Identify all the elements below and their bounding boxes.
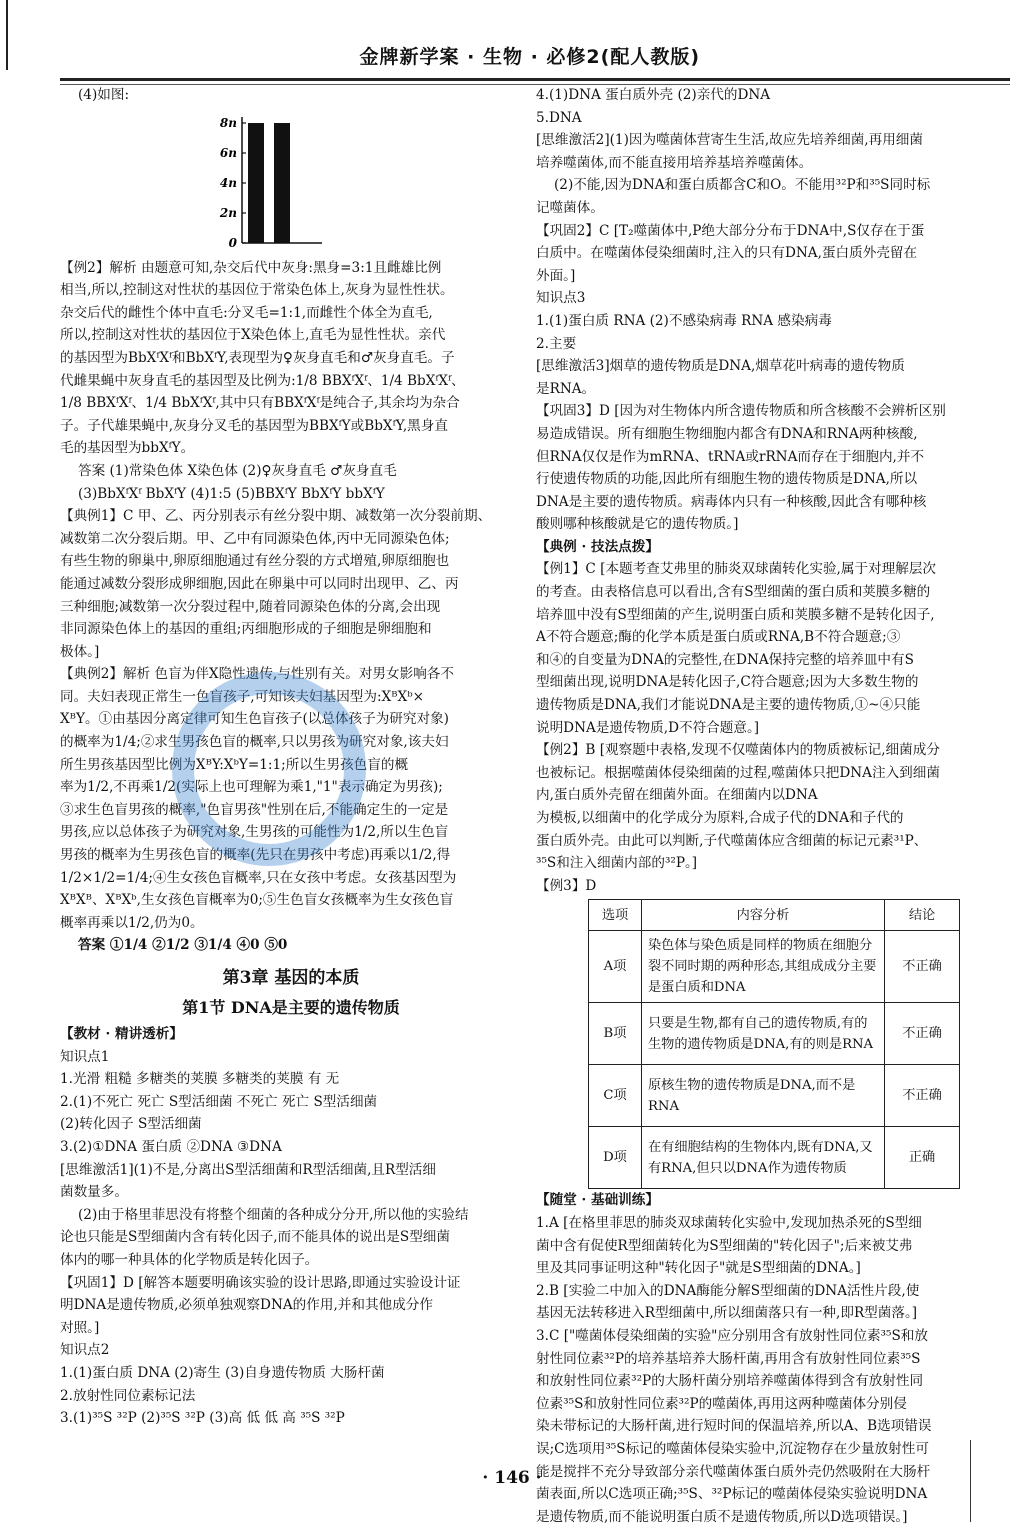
text-line: 1.A [在格里菲思的肺炎双球菌转化实验中,发现加热杀死的S型细 (536, 1214, 922, 1231)
table-header-row (589, 900, 960, 931)
text-line: 记噬菌体。 (536, 199, 604, 216)
table-cell-option: A项 (589, 931, 642, 1003)
table-cell-analysis: 只要是生物,都有自己的遗传物质,有的生物的遗传物质是DNA,有的则是RNA (642, 1003, 885, 1065)
y-tick-label: 2n (219, 205, 237, 220)
text-line: 型细菌出现,说明DNA是转化因子,C符合题意;因为大多数生物的 (536, 674, 919, 691)
text-line: 明DNA是遗传物质,必须单独观察DNA的作用,并和其他成分作 (60, 1297, 433, 1314)
text-line: 的考查。由表格信息可以看出,含有S型细菌的蛋白质和荚膜多糖的 (536, 584, 931, 601)
text-line: 3.(1)³⁵S ³²P (2)³⁵S ³²P (3)高 低 低 高 ³⁵S ³²P (60, 1410, 345, 1427)
section-title: 第1节 DNA是主要的遗传物质 (182, 998, 400, 1017)
text-line: 毛的基因型为bbXᶠY。 (60, 440, 195, 457)
text-line: 1/8 BBXᶠXᶠ、1/4 BbXᶠXᶠ,其中只有BBXᶠXᶠ是纯合子,其余均为杂合 (60, 395, 460, 412)
text-line: 【例2】解析 由题意可知,杂交后代中灰身:黑身=3:1且雌雄比例 (60, 259, 442, 276)
bar (248, 123, 264, 243)
text-line: 2.(1)不死亡 死亡 S型活细菌 不死亡 死亡 S型活细菌 (60, 1093, 378, 1110)
text-line: 菌数量多。 (60, 1184, 128, 1201)
table-cell-analysis: 在有细胞结构的生物体内,既有DNA,又有RNA,但只以DNA作为遗传物质 (642, 1127, 885, 1189)
text-line: 遗传物质是DNA,我们才能说DNA是主要的遗传物质,①~④只能 (536, 697, 921, 714)
text-line: DNA是主要的遗传物质。病毒体内只有一种核酸,因此含有哪种核 (536, 493, 927, 510)
text-line: 【例2】B [观察题中表格,发现不仅噬菌体内的物质被标记,细菌成分 (536, 742, 940, 759)
crop-mark (6, 0, 8, 70)
chapter-title: 第3章 基因的本质 (222, 968, 360, 988)
text-line: 和放射性同位素³²P的大肠杆菌分别培养噬菌体得到含有放射性同 (536, 1373, 924, 1390)
table-row (589, 1065, 960, 1127)
text-line: 内,蛋白质外壳留在细菌外面。在细菌内以DNA (536, 787, 818, 804)
practice-heading: 【随堂 · 基础训练】 (536, 1192, 659, 1209)
text-line: 答案 (1)常染色体 X染色体 (2)♀灰身直毛 ♂灰身直毛 (78, 462, 397, 479)
thinking-activation-2 (536, 129, 1006, 219)
text-line: 【例1】C [本题考查艾弗里的肺炎双球菌转化实验,属于对理解层次 (536, 561, 937, 578)
text-line: 极体。] (60, 643, 100, 660)
text-line: 所以,控制这对性状的基因位于X染色体上,直毛为显性性状。亲代 (60, 327, 446, 344)
text-line: ③求生色盲男孩的概率,"色盲男孩"性别在后,不能确定生的一定是 (60, 801, 449, 818)
thinking-activation-1 (60, 1159, 522, 1272)
text-line: 染未带标记的大肠杆菌,进行短时间的保温培养,所以A、B选项错误 (536, 1418, 932, 1435)
text-line: 三种细胞;减数第一次分裂过程中,随着同源染色体的分离,会出现 (60, 598, 441, 615)
example-3: 【例3】D (536, 877, 597, 894)
text-line: 对照。] (60, 1319, 100, 1336)
text-line: 减数第二次分裂后期。甲、乙中有同源染色体,丙中无同源染色体; (60, 530, 450, 547)
text-line: 为模板,以细菌中的化学成分为原料,合成子代的DNA和子代的 (536, 810, 904, 826)
left-column (60, 84, 522, 1430)
y-tick-label: 6n (219, 145, 237, 160)
text-line: 所生男孩基因型比例为XᴮY:XᵇY=1:1;所以生男孩色盲的概 (60, 756, 409, 773)
text-line: (2)不能,因为DNA和蛋白质都含C和O。不能用³²P和³⁵S同时标 (554, 177, 931, 194)
text-line: 3.C ["噬菌体侵染细菌的实验"应分别用含有放射性同位素³⁵S和放 (536, 1327, 928, 1344)
text-line: 是RNA。 (536, 380, 596, 397)
text-line: 男孩的概率为生男孩色盲的概率(先只在男孩中考虑)再乘以1/2,得 (60, 847, 451, 864)
text-line: 【巩固2】C [T₂噬菌体中,P绝大部分分布于DNA中,S仅存在于蛋 (536, 222, 925, 239)
consolidation-2 (536, 220, 1006, 288)
thinking-activation-3 (536, 355, 1006, 400)
table-cell-option: C项 (589, 1065, 642, 1127)
table-row (589, 1003, 960, 1065)
text-line: 子。子代雄果蝇中,灰身分叉毛的基因型为BBXᶠY或BbXᶠY,黑身直 (60, 417, 448, 434)
text-line: 代雌果蝇中灰身直毛的基因型及比例为:1/8 BBXᶠXᶠ、1/4 BbXᶠXᶠ、 (60, 372, 465, 389)
text-line: [思维激活3]烟草的遗传物质是DNA,烟草花叶病毒的遗传物质 (536, 358, 905, 375)
text-line: 能是搅拌不充分导致部分亲代噬菌体蛋白质外壳仍然吸附在大肠杆 (536, 1463, 931, 1480)
text-line: 2.主要 (536, 335, 577, 352)
y-tick-label: 0 (228, 235, 237, 250)
text-line: 3.(2)①DNA 蛋白质 ②DNA ③DNA (60, 1138, 282, 1155)
text-line: 杂交后代的雌性个体中直毛:分叉毛=1:1,而雌性个体全为直毛, (60, 304, 433, 321)
text-line: 知识点2 (60, 1342, 110, 1359)
knowledge-point-3 (536, 287, 1006, 355)
consolidation-1 (60, 1272, 522, 1340)
text-line: 2.放射性同位素标记法 (60, 1387, 196, 1404)
table-row (589, 931, 960, 1003)
text-line: 是遗传物质,而不能说明蛋白质不是遗传物质,所以D选项错误。] (536, 1508, 908, 1525)
knowledge-point-2 (60, 1339, 522, 1429)
text-line: [思维激活2](1)因为噬菌体营寄生生活,故应先培养细菌,再用细菌 (536, 132, 923, 149)
text-line: 和④的自变量为DNA的完整性,在DNA保持完整的培养皿中有S (536, 651, 914, 668)
page-number: · 146 · (482, 1468, 542, 1488)
consolidation-3 (536, 400, 1006, 536)
text-line: 1.(1)蛋白质 RNA (2)不感染病毒 RNA 感染病毒 (536, 312, 832, 329)
table-cell-option: B项 (589, 1003, 642, 1065)
text-line: 【巩固3】D [因为对生物体内所含遗传物质和所含核酸不会辨析区别 (536, 403, 946, 420)
text-line: 知识点3 (536, 290, 586, 307)
text-line: 酸则哪种核酸就是它的遗传物质。] (536, 516, 739, 533)
text-line: XᴮXᴮ、XᴮXᵇ,生女孩色盲概率为0;⑤生色盲女孩概率为生女孩色盲 (60, 892, 454, 909)
text-line: 能通过减数分裂形成卵细胞,因此在卵巢中可以同时出现甲、乙、丙 (60, 575, 459, 592)
text-line: 1/2×1/2=1/4;④生女孩色盲概率,只在女孩中考虑。女孩基因型为 (60, 869, 457, 886)
text-line: 菌表面,所以C选项正确;³⁵S、³²P标记的噬菌体侵染实验说明DNA (536, 1486, 928, 1503)
text-line: 培养噬菌体,而不能直接用培养基培养噬菌体。 (536, 154, 813, 171)
practice-3 (536, 1325, 1006, 1528)
text-line: 体内的哪一种具体的化学物质是转化因子。 (60, 1251, 319, 1268)
text-line: 易造成错误。所有细胞生物细胞内都含有DNA和RNA两种核酸, (536, 425, 918, 442)
example-2 (536, 739, 1006, 875)
text-line: 论也只能是S型细菌内含有转化因子,而不能具体的说出是S型细菌 (60, 1229, 450, 1246)
text-line: (2)转化因子 S型活细菌 (60, 1116, 202, 1133)
text-line: 相当,所以,控制这对性状的基因位于常染色体上,灰身为显性性状。 (60, 282, 454, 299)
text-line: (3)BbXᶠXᶠ BbXᶠY (4)1:5 (5)BBXᶠY BbXᶠY bbXᶠY (78, 485, 385, 502)
text-line: 1.光滑 粗糙 多糖类的荚膜 多糖类的荚膜 有 无 (60, 1071, 340, 1088)
table-cell-option: D项 (589, 1127, 642, 1189)
analysis-table (588, 899, 960, 1189)
text-line: 也被标记。根据噬菌体侵染细菌的过程,噬菌体只把DNA注入到细菌 (536, 764, 940, 781)
text-line: 射性同位素³²P的培养基培养大肠杆菌,再用含有放射性同位素³⁵S (536, 1350, 921, 1367)
table-cell-conclusion: 正确 (885, 1127, 960, 1189)
text-line: 有些生物的卵巢中,卵原细胞通过有丝分裂的方式增殖,卵原细胞也 (60, 553, 450, 570)
text-line: ³⁵S和注入细菌内部的³²P。] (536, 855, 698, 872)
table-header-conclusion: 结论 (885, 900, 960, 931)
text-line: 菌中含有促使R型细菌转化为S型细菌的"转化因子";后来被艾弗 (536, 1237, 913, 1254)
text-line: 的基因型为BbXᶠXᶠ和BbXᶠY,表现型为♀灰身直毛和♂灰身直毛。子 (60, 349, 455, 366)
textbook-heading: 【教材 · 精讲透析】 (60, 1026, 183, 1042)
table-header-analysis: 内容分析 (642, 900, 885, 931)
text-line: XᴮY。①由基因分离定律可知生色盲孩子(以总体孩子为研究对象) (60, 711, 449, 728)
table-cell-analysis: 染色体与染色质是同样的物质在细胞分裂不同时期的两种形态,其组成成分主要是蛋白质和DNA (642, 931, 885, 1003)
text-line: 知识点1 (60, 1048, 110, 1065)
text-line: 【巩固1】D [解答本题要明确该实验的设计思路,即通过实验设计证 (60, 1274, 461, 1291)
bar-chart (60, 107, 522, 257)
table-cell-analysis: 原核生物的遗传物质是DNA,而不是RNA (642, 1065, 885, 1127)
text-line: 1.(1)蛋白质 DNA (2)寄生 (3)自身遗传物质 大肠杆菌 (60, 1364, 385, 1381)
text-line: 2.B [实验二中加入的DNA酶能分解S型细菌的DNA活性片段,使 (536, 1282, 920, 1299)
typical-examples-heading: 【典例 · 技法点拨】 (536, 538, 659, 555)
right-column (536, 84, 1006, 1528)
text-line: 误;C选项用³⁵S标记的噬菌体侵染实验中,沉淀物存在少量放射性可 (536, 1440, 929, 1457)
example-2-answer (60, 460, 522, 505)
table-cell-conclusion: 不正确 (885, 1065, 960, 1127)
figure-caption: (4)如图: (78, 87, 130, 103)
text-line: 培养皿中没有S型细菌的产生,说明蛋白质和荚膜多糖不是转化因子, (536, 606, 935, 623)
page-header (60, 42, 1010, 81)
example-1 (536, 558, 1006, 739)
text-line: 概率再乘以1/2,仍为0。 (60, 914, 204, 931)
table-row (589, 1127, 960, 1189)
header-title: 金牌新学案 · 生物 · 必修2(配人教版) (359, 46, 700, 68)
table-cell-conclusion: 不正确 (885, 1003, 960, 1065)
text-line: 【典例2】解析 色盲为伴X隐性遗传,与性别有关。对男女影响各不 (60, 666, 454, 683)
typical-example-2-answer: 答案 ①1/4 ②1/2 ③1/4 ④0 ⑤0 (78, 937, 288, 954)
typical-example-2 (60, 663, 522, 934)
bar (274, 123, 290, 243)
text-line: 但RNA仅仅是作为mRNA、tRNA或rRNA而存在于细胞内,并不 (536, 448, 925, 465)
text-line: 蛋白质外壳。由此可以判断,子代噬菌体应含细菌的标记元素³¹P、 (536, 832, 928, 849)
text-line: 白质中。在噬菌体侵染细菌时,注入的只有DNA,蛋白质外壳留在 (536, 245, 918, 262)
practice-1 (536, 1212, 1006, 1280)
text-line: 4.(1)DNA 蛋白质外壳 (2)亲代的DNA (536, 87, 771, 103)
example-2-analysis (60, 257, 522, 460)
text-line: 男孩,应以总体孩子为研究对象,生男孩的可能性为1/2,所以生色盲 (60, 824, 449, 841)
typical-example-1 (60, 505, 522, 663)
y-tick-label: 4n (219, 175, 237, 190)
text-line: 里及其同事证明这种"转化因子"就是S型细菌的DNA。] (536, 1260, 861, 1277)
text-line: 的概率为1/4;②求生男孩色盲的概率,只以男孩为研究对象,该夫妇 (60, 734, 449, 751)
text-line: (2)由于格里菲思没有将整个细菌的各种成分分开,所以他的实验结 (78, 1206, 469, 1223)
practice-2 (536, 1280, 1006, 1325)
text-line: 【典例1】C 甲、乙、丙分别表示有丝分裂中期、减数第一次分裂前期、 (60, 508, 492, 525)
text-line: 说明DNA是遗传物质,D不符合题意。] (536, 719, 760, 736)
knowledge-point-1 (60, 1046, 522, 1159)
text-line: 外面。] (536, 267, 576, 284)
text-line: 位素³⁵S和放射性同位素³²P的噬菌体,再用这两种噬菌体分别侵 (536, 1395, 907, 1412)
table-cell-conclusion: 不正确 (885, 931, 960, 1003)
text-line: 率为1/2,不再乘1/2(实际上也可理解为乘1,"1"表示确定为男孩); (60, 779, 443, 796)
y-tick-label: 8n (219, 115, 237, 130)
table-header-option: 选项 (589, 900, 642, 931)
text-line: [思维激活1](1)不是,分离出S型活细菌和R型活细菌,且R型活细 (60, 1161, 436, 1178)
text-line: A不符合题意;酶的化学本质是蛋白质或RNA,B不符合题意;③ (536, 629, 901, 646)
text-line: 基因无法转移进入R型细菌中,所以细菌落只有一种,即R型菌落。] (536, 1305, 918, 1322)
chart-svg (210, 107, 330, 257)
knowledge-point-2-cont (536, 84, 1006, 129)
text-line: 非同源染色体上的基因的重组;丙细胞形成的子细胞是卵细胞和 (60, 621, 432, 638)
text-line: 同。夫妇表现正常生一色盲孩子,可知该夫妇基因型为:XᴮXᵇ× (60, 688, 425, 705)
text-line: 5.DNA (536, 109, 582, 126)
text-line: 行使遗传物质的功能,因此所有细胞生物的遗传物质是DNA,所以 (536, 471, 918, 488)
